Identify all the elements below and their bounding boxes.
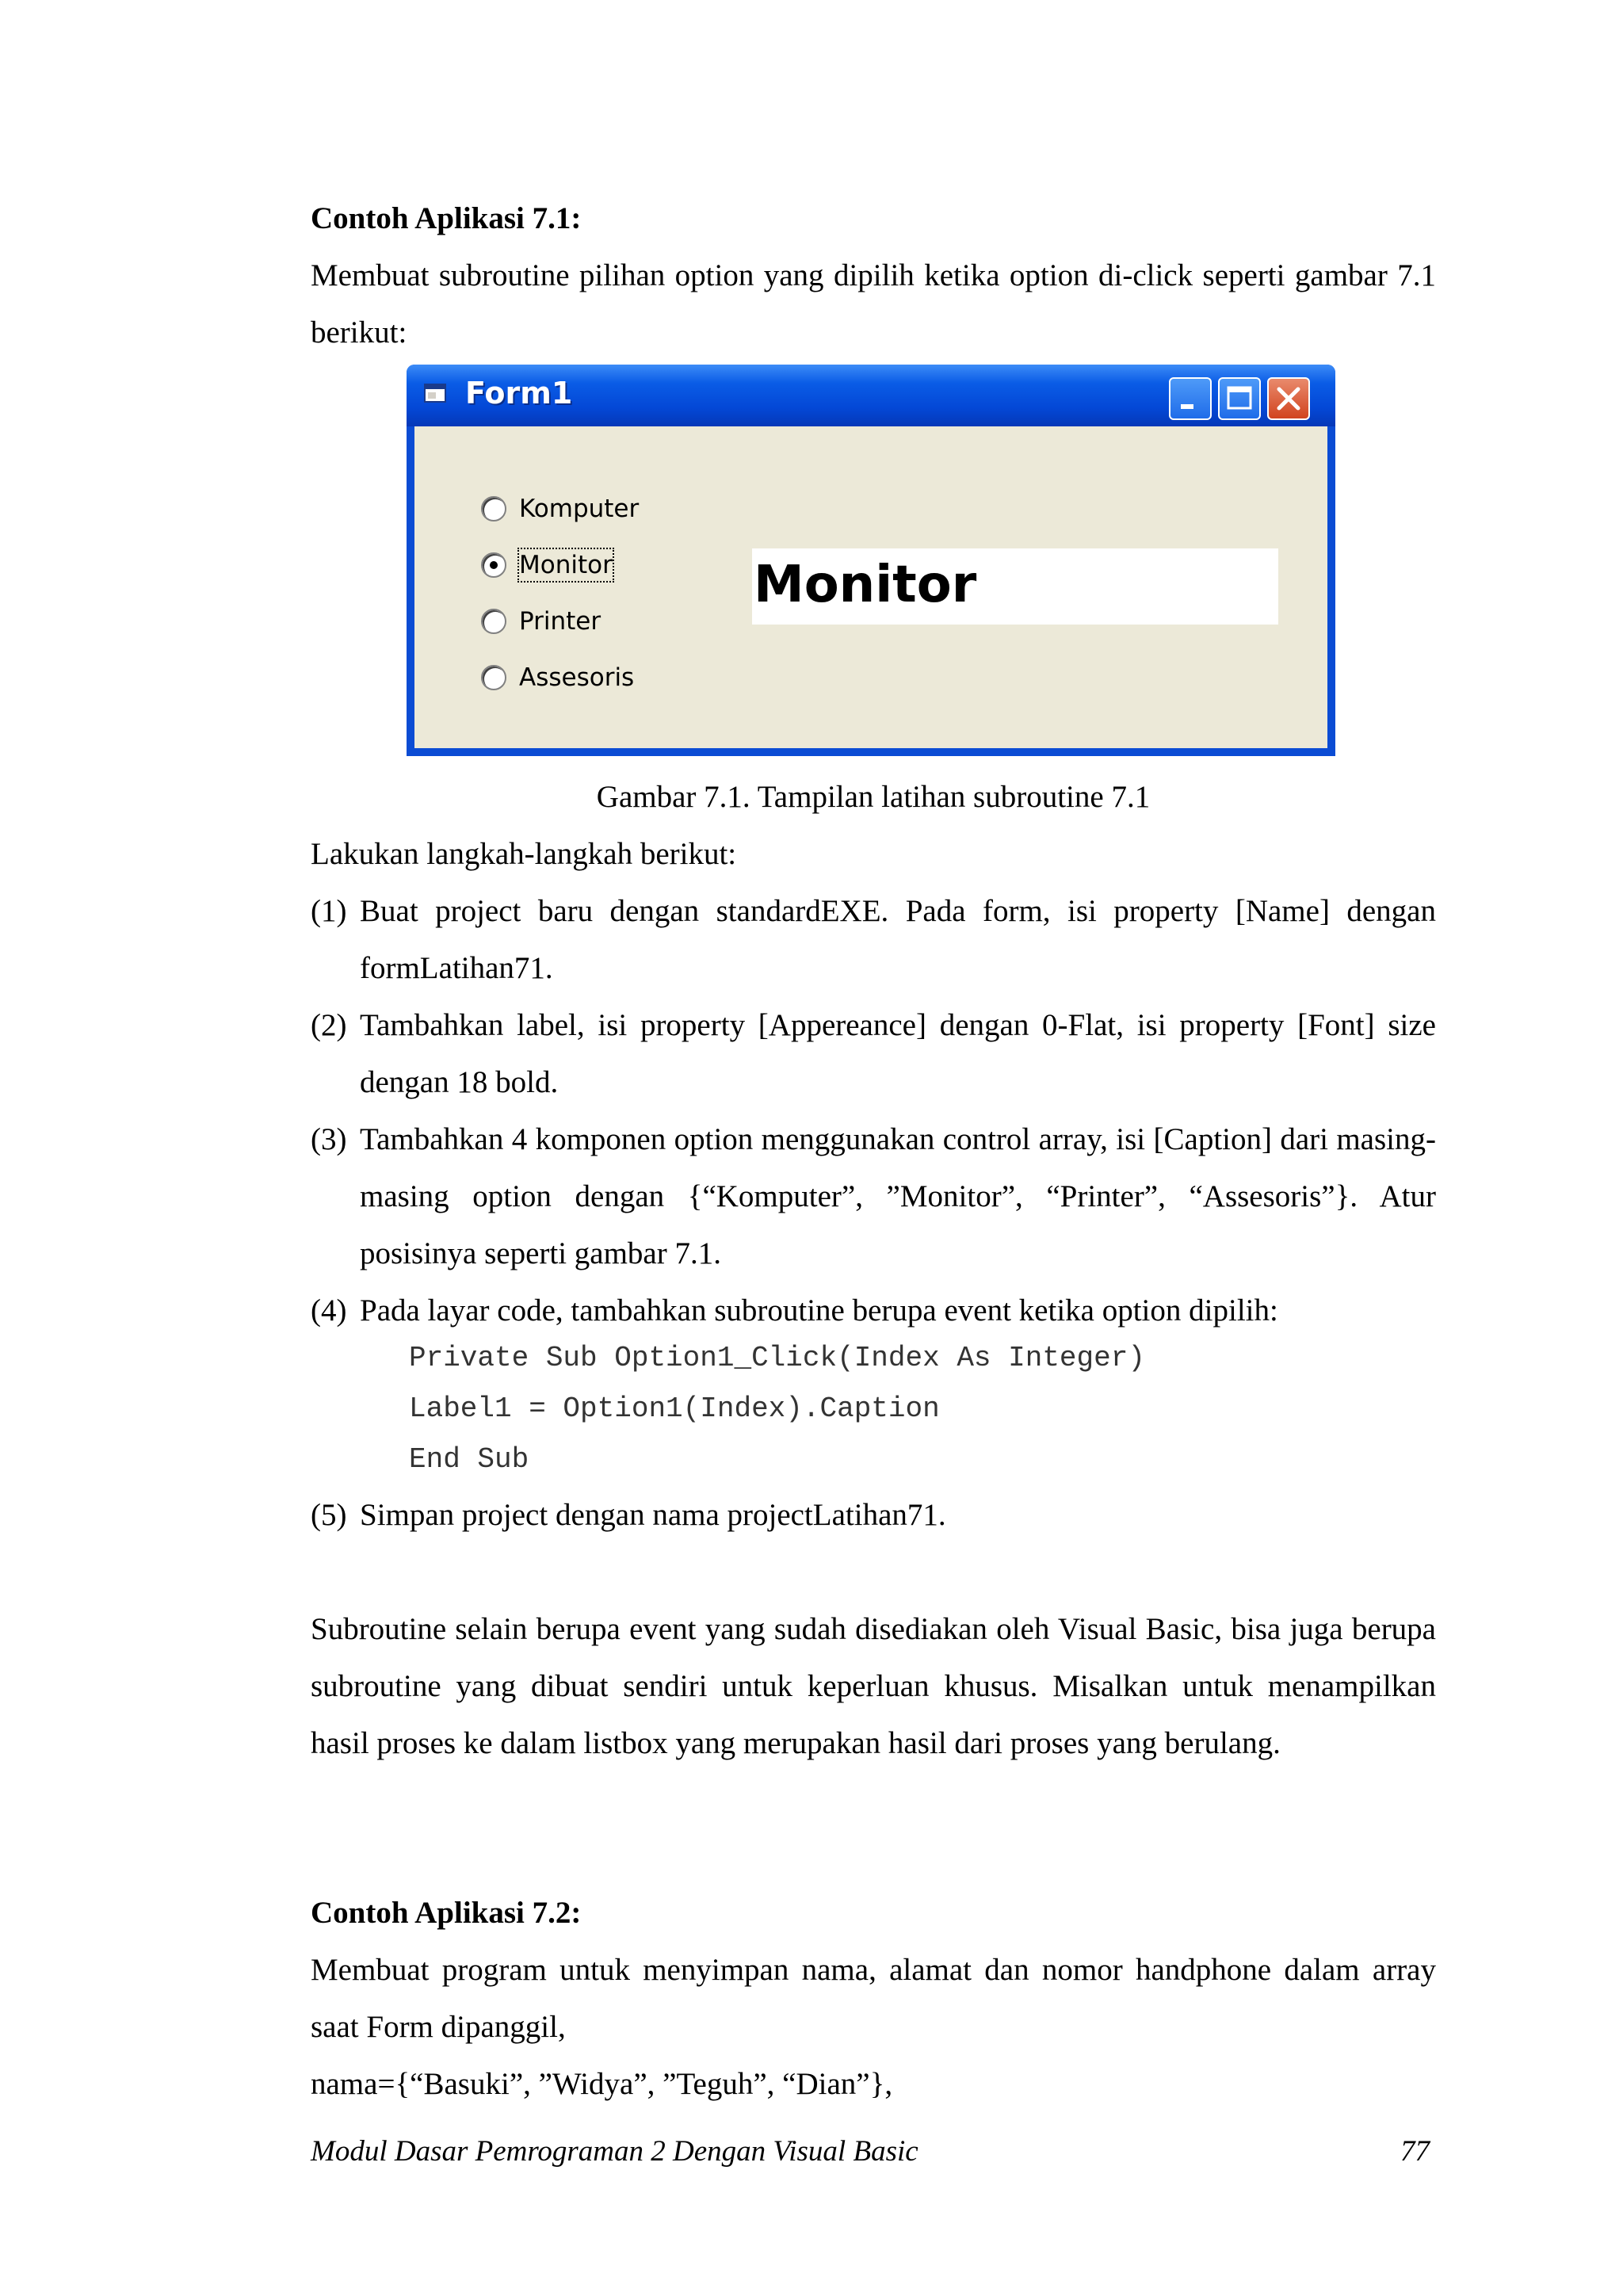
label1-display bbox=[752, 548, 1278, 625]
intro-paragraph-7-2: Membuat program untuk menyimpan nama, alamat dan nomor handphone dalam array saat Form dipanggil, bbox=[311, 1953, 1436, 2044]
radio-button[interactable] bbox=[481, 665, 506, 690]
code-line-1: Private Sub Option1_Click(Index As Integer) bbox=[409, 1342, 1145, 1374]
code-line-3: End Sub bbox=[409, 1443, 529, 1476]
option-label: Assesoris bbox=[519, 663, 635, 692]
radio-button[interactable] bbox=[481, 609, 506, 634]
intro-paragraph-7-1: Membuat subroutine pilihan option yang dipilih ketika option di-click seperti gambar 7.1 berikut: bbox=[311, 258, 1436, 350]
step-number: (3) bbox=[311, 1122, 347, 1156]
body-paragraph: Subroutine selain berupa event yang sudah disediakan oleh Visual Basic, bisa juga berupa subroutine yang dibuat sendiri untuk keperluan khusus. Misalkan untuk menampilkan hasil proses ke dalam listbox yang merupakan hasil dari proses yang berulang. bbox=[311, 1612, 1436, 1760]
nama-array-line: nama={“Basuki”, ”Widya”, ”Teguh”, “Dian”}, bbox=[311, 2067, 893, 2101]
figure-caption: Gambar 7.1. Tampilan latihan subroutine 7.1 bbox=[596, 780, 1151, 814]
maximize-icon bbox=[1220, 379, 1259, 418]
radio-button[interactable] bbox=[481, 496, 506, 521]
page-number: 77 bbox=[1400, 2135, 1430, 2168]
step-text: Buat project baru dengan standardEXE. Pada form, isi property [Name] dengan formLatihan71. bbox=[360, 894, 1436, 985]
step-number: (1) bbox=[311, 894, 347, 928]
label1-text: Monitor bbox=[754, 556, 977, 614]
option-label: Monitor bbox=[519, 551, 613, 579]
close-button[interactable] bbox=[1267, 377, 1310, 420]
minimize-button[interactable] bbox=[1169, 377, 1212, 420]
form-icon bbox=[424, 382, 448, 404]
footer-title: Modul Dasar Pemrograman 2 Dengan Visual Basic bbox=[311, 2135, 918, 2168]
step-text: Tambahkan label, isi property [Appereance] dengan 0-Flat, isi property [Font] size dengan 18 bold. bbox=[360, 1008, 1436, 1099]
radio-dot-icon bbox=[490, 561, 498, 569]
page-footer bbox=[311, 2128, 1436, 2176]
step-text: Pada layar code, tambahkan subroutine berupa event ketika option dipilih: bbox=[360, 1293, 1278, 1328]
step-number: (5) bbox=[311, 1498, 347, 1532]
radio-button-selected[interactable] bbox=[481, 552, 506, 578]
title-bar bbox=[407, 365, 1335, 426]
heading-contoh-7-1: Contoh Aplikasi 7.1: bbox=[311, 201, 582, 235]
step-text: Tambahkan 4 komponen option menggunakan control array, isi [Caption] dari masing-masing option dengan {“Komputer”, ”Monitor”, “Printer”, “Assesoris”}. Atur posisinya seperti gambar 7.1. bbox=[360, 1122, 1436, 1270]
option-label: Komputer bbox=[519, 495, 640, 523]
close-icon bbox=[1269, 379, 1308, 418]
step-number: (2) bbox=[311, 1008, 347, 1042]
step-text: Simpan project dengan nama projectLatihan71. bbox=[360, 1498, 946, 1532]
form1-window bbox=[407, 365, 1335, 756]
code-line-2: Label1 = Option1(Index).Caption bbox=[409, 1392, 940, 1425]
maximize-button[interactable] bbox=[1218, 377, 1261, 420]
heading-contoh-7-2: Contoh Aplikasi 7.2: bbox=[311, 1896, 582, 1930]
form-client-area bbox=[414, 426, 1327, 748]
minimize-icon bbox=[1170, 379, 1210, 418]
window-title: Form1 bbox=[465, 376, 573, 411]
steps-intro: Lakukan langkah-langkah berikut: bbox=[311, 837, 737, 871]
option-label: Printer bbox=[519, 607, 601, 636]
step-number: (4) bbox=[311, 1293, 347, 1328]
